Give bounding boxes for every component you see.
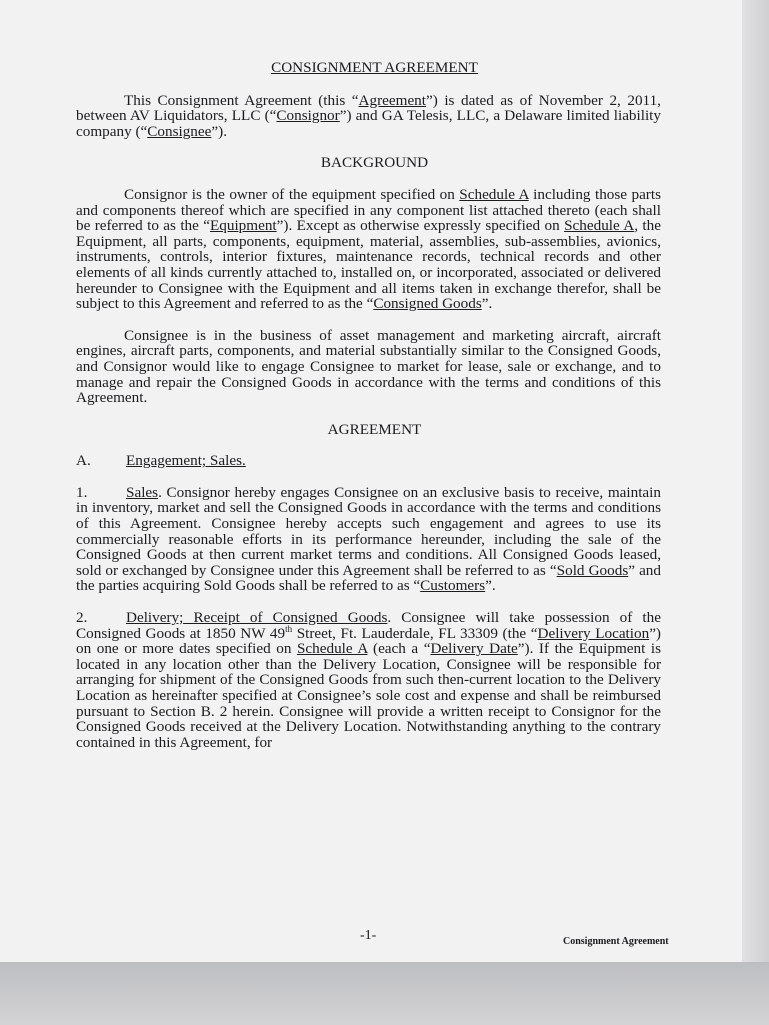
intro-paragraph	[76, 93, 661, 140]
defined-term-agreement: Agreement	[358, 91, 426, 109]
section-a-heading	[76, 453, 661, 469]
defined-term-customers: Customers	[420, 577, 486, 595]
intro-text-1: This Consignment Agreement (this “	[124, 91, 359, 109]
document-title: CONSIGNMENT AGREEMENT	[271, 59, 478, 76]
paragraph-heading-sales: Sales	[126, 483, 159, 501]
defined-term-sold-goods: Sold Goods	[556, 561, 629, 579]
bg1-text-1: Consignor is the owner of the equipment specified on	[124, 185, 460, 203]
paragraph-2-delivery	[76, 610, 661, 750]
bg1-text-5: ”.	[481, 295, 493, 313]
paragraph-1-sales	[76, 485, 661, 594]
defined-term-consignor: Consignor	[276, 107, 340, 125]
para2-text-5: ”). If the Equipment is located in any location other than the Delivery Location, Consignee will be responsible for arranging for shipment of the Consigned Goods from such then-current location to the Delivery Location as hereinafter specified at Consignee’s sole cost and expense and shall be reimbursed pursuant to Section B. 2 herein. Consignee will provide a written receipt to Consignor for the Consigned Goods received at the Delivery Location. Notwithstanding anything to the contrary contained in this Agreement, for	[76, 640, 661, 751]
para2-text-2: Street, Ft. Lauderdale, FL 33309 (the “	[292, 624, 538, 642]
intro-text-4: ”).	[211, 122, 227, 140]
background-paragraph-1	[76, 187, 661, 312]
defined-term-delivery-location: Delivery Location	[537, 624, 650, 642]
ordinal-suffix: th	[285, 623, 293, 634]
para1-text-2: ” and the parties acquiring Sold Goods shall be referred to as “	[76, 561, 661, 595]
intro-text-2: ”) is dated as of November 2, 2011, between AV Liquidators, LLC (“	[76, 91, 661, 125]
defined-term-delivery-date: Delivery Date	[430, 640, 518, 658]
page-number: -1-	[360, 928, 377, 943]
background-paragraph-2: Consignee is in the business of asset management and marketing aircraft, aircraft engines, aircraft parts, components, and material substantially similar to the Consigned Goods, and Consignor would like to engage Consignee to market for lease, sale or exchange, and to manage and repair the Consigned Goods in accordance with the terms and conditions of this Agreement.	[76, 326, 661, 407]
document-body	[76, 60, 661, 750]
bg1-text-2: including those parts and components thereof which are specified in any component list attached thereto (each shall be referred to as the “	[76, 185, 661, 235]
para1-text-1: . Consignor hereby engages Consignee on an exclusive basis to receive, maintain in inventory, market and sell the Consigned Goods in accordance with the terms and conditions of this Agreement. Consignee hereby accepts such engagement and agrees to use its commercially reasonable efforts in its performance hereunder, including the sale of the Consigned Goods at then current market terms and conditions. All Consigned Goods leased, sold or exchanged by Consignee under this Agreement shall be referred to as “	[76, 483, 661, 579]
section-letter: A.	[76, 452, 91, 470]
page-edge-shadow	[742, 0, 769, 962]
defined-term-equipment: Equipment	[210, 217, 277, 235]
section-a-title: Engagement; Sales.	[126, 452, 246, 470]
agreement-heading: AGREEMENT	[327, 420, 422, 438]
schedule-a-ref: Schedule A	[564, 217, 635, 235]
paragraph-number: 1.	[76, 483, 88, 501]
schedule-a-ref: Schedule A	[459, 185, 529, 203]
paragraph-heading-delivery: Delivery; Receipt of Consigned Goods	[126, 609, 388, 627]
bg1-text-4: , the Equipment, all parts, components, equipment, material, assemblies, sub-assemblies, avionics, instruments, controls, interior fixtures, maintenance records, technical records and other elements of all kinds currently attached to, installed on, or incorporated, associated or delivered hereunder to Consignee with the Equipment and all items taken in exchange therefor, shall be subject to this Agreement and referred to as the “	[76, 217, 661, 313]
schedule-a-ref: Schedule A	[296, 640, 368, 658]
defined-term-consigned-goods: Consigned Goods	[373, 295, 482, 313]
background-heading: BACKGROUND	[320, 154, 429, 172]
paragraph-number: 2.	[76, 609, 88, 627]
defined-term-consignee: Consignee	[147, 122, 212, 140]
para2-text-4: (each a “	[367, 640, 431, 658]
bg1-text-3: ”). Except as otherwise expressly specified on	[276, 217, 565, 235]
para1-text-3: ”.	[485, 577, 496, 595]
background-surface	[0, 962, 769, 1025]
footer-title: Consignment Agreement	[563, 936, 669, 947]
para2-text-3: ”) on one or more dates specified on	[76, 624, 661, 658]
intro-text-3: ”) and GA Telesis, LLC, a Delaware limited liability company (“	[76, 107, 661, 140]
para2-text-1: . Consignee will take possession of the Consigned Goods at 1850 NW 49	[76, 609, 661, 642]
